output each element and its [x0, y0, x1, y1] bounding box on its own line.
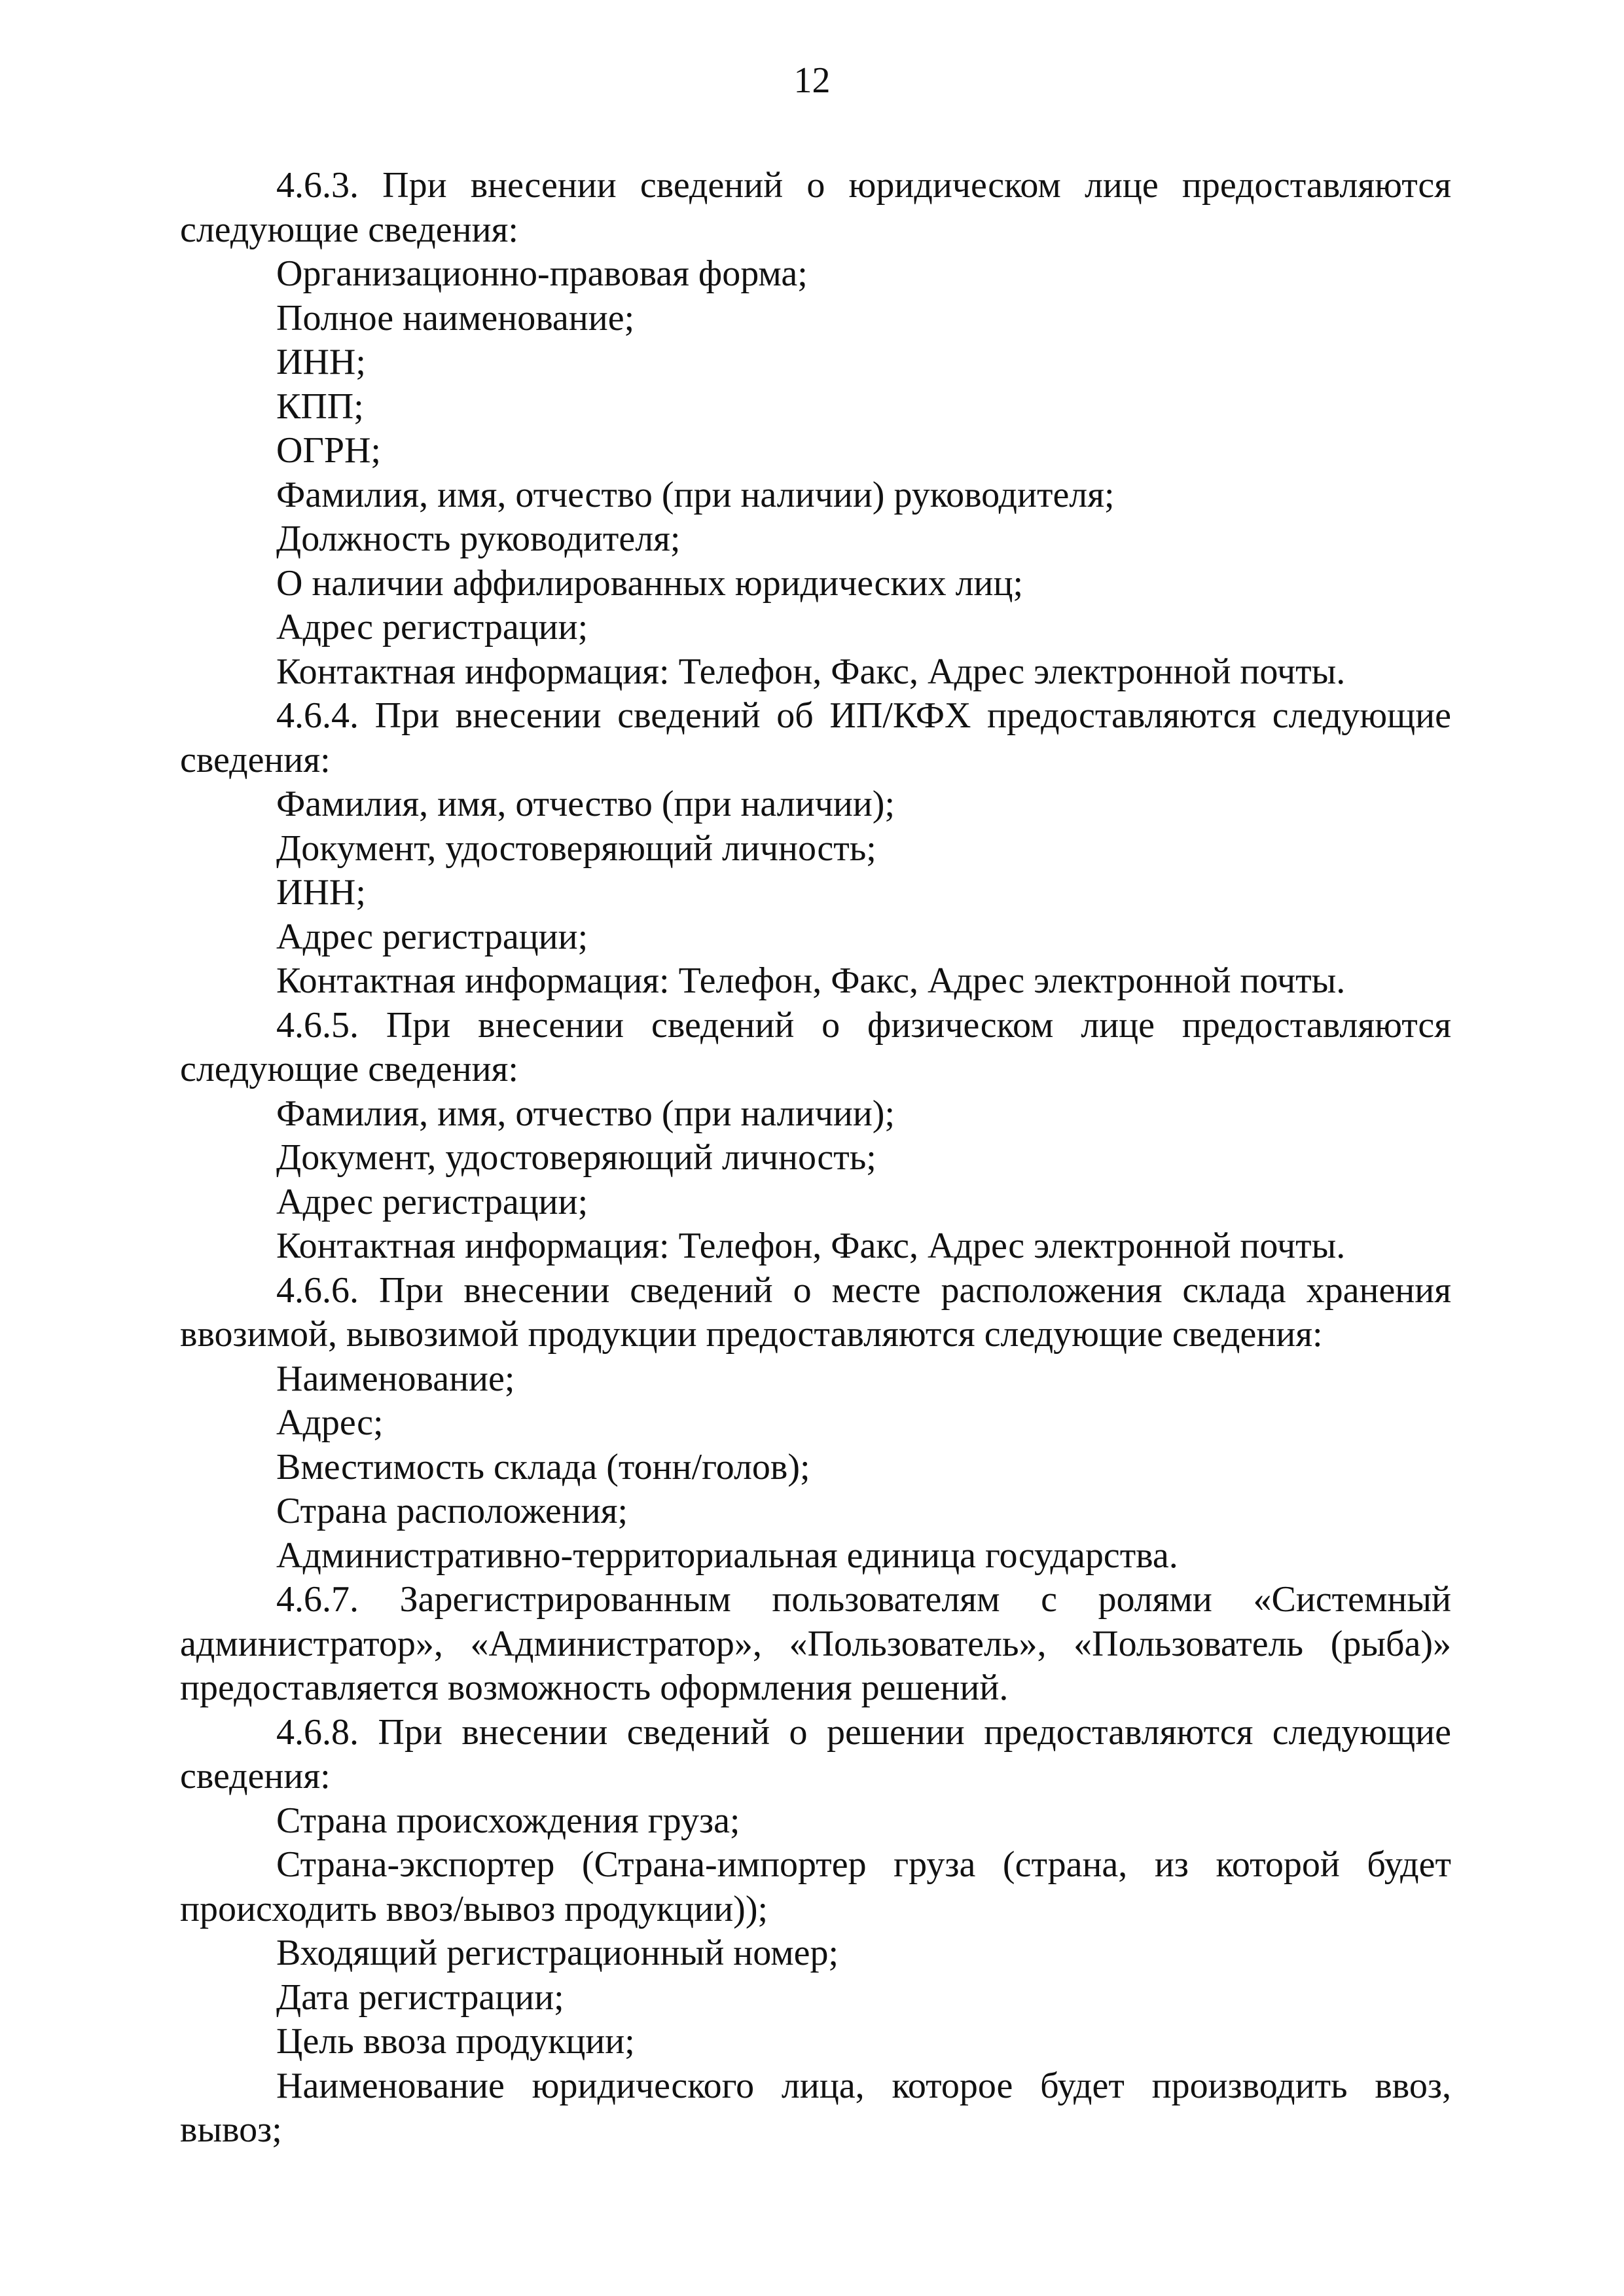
text-line: следующие сведения:: [180, 1049, 518, 1089]
text-line: Документ, удостоверяющий личность;: [276, 828, 876, 869]
text-line: Страна происхождения груза;: [276, 1800, 740, 1841]
text-line: Адрес регистрации;: [276, 1181, 588, 1222]
text-line: 4.6.3. При внесении сведений о юридическом лице предоставляются: [276, 165, 1451, 206]
text-line: 4.6.5. При внесении сведений о физическом лице предоставляются: [276, 1004, 1451, 1046]
text-line: ввозимой, вывозимой продукции предоставляются следующие сведения:: [180, 1314, 1323, 1355]
text-line: Должность руководителя;: [276, 519, 681, 559]
text-line: Наименование;: [276, 1358, 515, 1399]
text-line: 4.6.7. Зарегистрированным пользователям с ролями «Системный: [276, 1579, 1451, 1620]
text-line: Полное наименование;: [276, 297, 635, 338]
text-line: Фамилия, имя, отчество (при наличии) руководителя;: [276, 474, 1115, 515]
text-line: КПП;: [276, 386, 364, 427]
text-line: происходить ввоз/вывоз продукции));: [180, 1888, 768, 1929]
text-line: Документ, удостоверяющий личность;: [276, 1137, 876, 1178]
text-line: Фамилия, имя, отчество (при наличии);: [276, 784, 895, 824]
text-line: Адрес;: [276, 1402, 384, 1443]
text-line: 4.6.8. При внесении сведений о решении предоставляются следующие: [276, 1711, 1451, 1753]
text-line: Страна-экспортер (Страна-импортер груза (страна, из которой будет: [276, 1844, 1451, 1885]
text-line: Фамилия, имя, отчество (при наличии);: [276, 1093, 895, 1134]
text-line: сведения:: [180, 1756, 331, 1796]
text-line: ОГРН;: [276, 430, 381, 471]
text-line: Страна расположения;: [276, 1491, 628, 1531]
text-line: предоставляется возможность оформления решений.: [180, 1667, 1009, 1708]
text-line: Вместимость склада (тонн/голов);: [276, 1446, 810, 1487]
text-line: О наличии аффилированных юридических лиц;: [276, 562, 1024, 604]
text-line: Адрес регистрации;: [276, 607, 588, 647]
text-line: Дата регистрации;: [276, 1977, 564, 2018]
text-line: ИНН;: [276, 872, 366, 913]
text-line: следующие сведения:: [180, 209, 518, 250]
text-line: администратор», «Администратор», «Пользователь», «Пользователь (рыба)»: [180, 1623, 1451, 1664]
document-body: [180, 164, 1451, 2153]
text-line: Административно-территориальная единица государства.: [276, 1535, 1178, 1576]
page-number: 12: [793, 60, 831, 101]
text-line: Контактная информация: Телефон, Факс, Адрес электронной почты.: [276, 651, 1346, 692]
text-line: вывоз;: [180, 2109, 282, 2150]
text-line: 4.6.4. При внесении сведений об ИП/КФХ предоставляются следующие: [276, 695, 1451, 736]
text-line: 4.6.6. При внесении сведений о месте расположения склада хранения: [276, 1269, 1451, 1311]
text-line: Цель ввоза продукции;: [276, 2021, 635, 2062]
text-line: Адрес регистрации;: [276, 916, 588, 957]
text-line: ИНН;: [276, 342, 366, 382]
text-line: сведения:: [180, 739, 331, 780]
text-line: Наименование юридического лица, которое будет производить ввоз,: [276, 2065, 1451, 2106]
text-line: Контактная информация: Телефон, Факс, Адрес электронной почты.: [276, 960, 1346, 1001]
text-line: Организационно-правовая форма;: [276, 253, 808, 294]
text-line: Контактная информация: Телефон, Факс, Адрес электронной почты.: [276, 1226, 1346, 1266]
text-line: Входящий регистрационный номер;: [276, 1933, 839, 1973]
